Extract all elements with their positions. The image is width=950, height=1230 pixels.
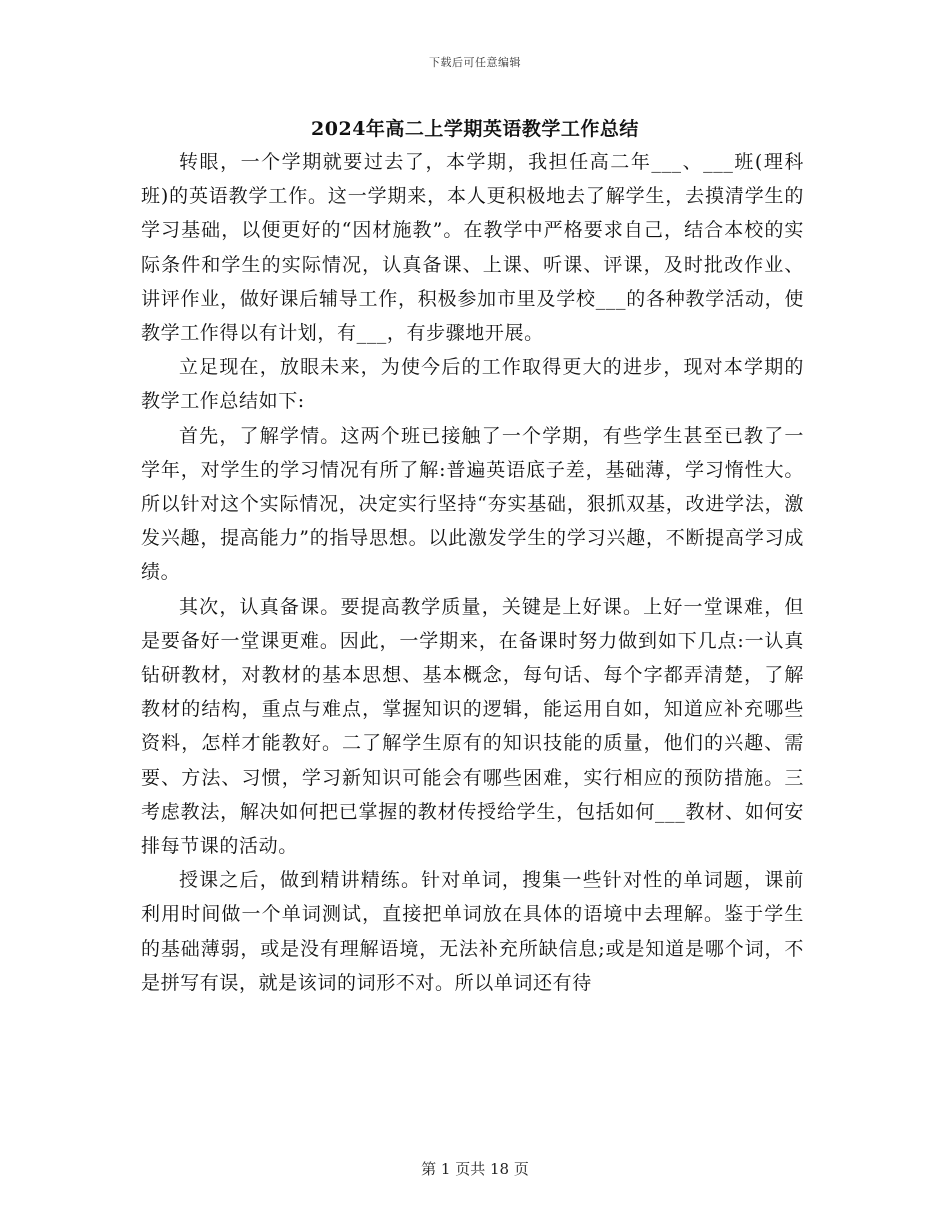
document-body	[141, 145, 804, 1000]
page-header-note: 下载后可任意编辑	[429, 56, 521, 69]
document-title: 2024年高二上学期英语教学工作总结	[311, 118, 639, 140]
paragraph-4: 其次，认真备课。要提高教学质量，关键是上好课。上好一堂课难，但是要备好一堂课更难。因此，一学期来，在备课时努力做到如下几点:一认真钻研教材，对教材的基本思想、基本概念，每句话、每个字都弄清楚，了解教材的结构，重点与难点，掌握知识的逻辑，能运用自如，知道应补充哪些资料，怎样才能教好。二了解学生原有的知识技能的质量，他们的兴趣、需要、方法、习惯，学习新知识可能会有哪些困难，实行相应的预防措施。三考虑教法，解决如何把已掌握的教材传授给学生，包括如何___教材、如何安排每节课的活动。	[141, 595, 804, 858]
page-number: 第 1 页共 18 页	[421, 1160, 529, 1178]
paragraph-5: 授课之后，做到精讲精练。针对单词，搜集一些针对性的单词题，课前利用时间做一个单词测试，直接把单词放在具体的语境中去理解。鉴于学生的基础薄弱，或是没有理解语境，无法补充所缺信息;或是知道是哪个词，不是拼写有误，就是该词的词形不对。所以单词还有待	[141, 869, 804, 994]
paragraph-1: 转眼，一个学期就要过去了，本学期，我担任高二年___、___班(理科班)的英语教学工作。这一学期来，本人更积极地去了解学生，去摸清学生的学习基础，以便更好的“因材施教”。在教学中严格要求自己，结合本校的实际条件和学生的实际情况，认真备课、上课、听课、评课，及时批改作业、讲评作业，做好课后辅导工作，积极参加市里及学校___的各种教学活动，使教学工作得以有计划，有___，有步骤地开展。	[141, 151, 804, 345]
paragraph-2: 立足现在，放眼未来，为使今后的工作取得更大的进步，现对本学期的教学工作总结如下:	[141, 356, 804, 413]
paragraph-3: 首先，了解学情。这两个班已接触了一个学期，有些学生甚至已教了一学年，对学生的学习情况有所了解:普遍英语底子差，基础薄，学习惰性大。所以针对这个实际情况，决定实行坚持“夯实基础，狠抓双基，改进学法，激发兴趣，提高能力”的指导思想。以此激发学生的学习兴趣，不断提高学习成绩。	[141, 424, 804, 584]
